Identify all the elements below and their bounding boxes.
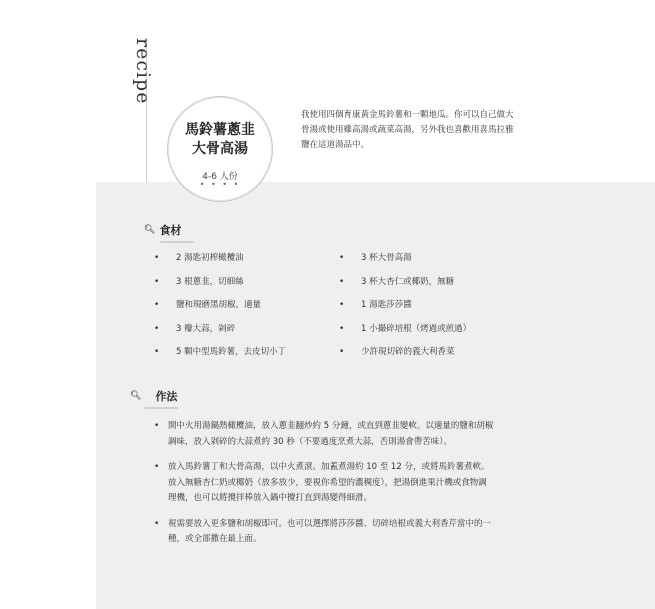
- recipe-title-line1: 馬鈴薯蔥韭: [185, 122, 255, 138]
- magnifier-icon: 🔍︎: [130, 391, 142, 401]
- intro-paragraph: 我使用四個育康黃金馬鈴薯和一顆地瓜。你可以自己做大骨湯或使用雞高湯或蔬菜高湯，另外我也喜歡用喜馬拉雅鹽在這道湯品中。: [301, 110, 514, 150]
- method-heading-text: 作法: [155, 390, 178, 403]
- method-step: • 視需要放入更多鹽和胡椒即可。也可以選擇將莎莎醬、切碎培根或義大利香芹當中的一種，或全部撒在最上面。: [154, 517, 494, 548]
- ingredient-item: • 3 根蔥韭，切細絲: [154, 276, 334, 300]
- ingredient-item: • 2 湯匙初榨橄欖油: [154, 252, 334, 276]
- ingredient-item: • 少許現切碎的義大利香菜: [339, 346, 519, 370]
- recipe-title-line2: 大骨高湯: [192, 141, 248, 157]
- ingredients-heading-text: 食材: [159, 224, 182, 237]
- ingredient-item: • 鹽和現磨黑胡椒，適量: [154, 299, 334, 323]
- method-steps-list: [154, 419, 494, 558]
- method-underline: [144, 407, 178, 409]
- ingredient-item: • 3 瓣大蒜，剁碎: [154, 323, 334, 347]
- magnifier-icon: 🔍︎: [144, 225, 156, 235]
- servings: 4-6 人份: [202, 172, 238, 182]
- title-badge: [167, 96, 273, 202]
- ingredients-underline: [160, 241, 194, 243]
- ingredient-item: • 3 杯大骨高湯: [339, 252, 519, 276]
- method-heading: [130, 388, 177, 404]
- method-step: • 放入馬鈴薯丁和大骨高湯，以中火煮滾。加蓋煮湯約 10 至 12 分，或將馬鈴薯煮軟。放入無糖杏仁奶或椰奶（放多放少，要視你希望的濃稠度），把湯倒進果汁機或食物調理機，也可以將攪拌棒放入鍋中攪打直到湯變得細滑。: [154, 460, 494, 507]
- decorative-dots: • • • •: [199, 180, 241, 189]
- ingredient-item: • 1 湯匙莎莎醬: [339, 299, 519, 323]
- ingredient-item: • 1 小撮碎培根（烤過或煎過）: [339, 323, 519, 347]
- ingredients-heading: [144, 222, 181, 238]
- method-step: • 開中火用湯鍋熱橄欖油，放入蔥韭翻炒約 5 分鐘，或直到蔥韭變軟。以適量的鹽和胡椒調味，放入剁碎的大蒜煮約 30 秒（不要過度烹煮大蒜，否則湯會帶苦味）。: [154, 419, 494, 450]
- ingredients-left-list: [154, 252, 334, 370]
- ingredient-item: • 5 顆中型馬鈴薯，去皮切小丁: [154, 346, 334, 370]
- ingredient-item: • 3 杯大杏仁或椰奶，無糖: [339, 276, 519, 300]
- recipe-label: recipe: [132, 38, 154, 105]
- ingredients-right-list: [339, 252, 519, 370]
